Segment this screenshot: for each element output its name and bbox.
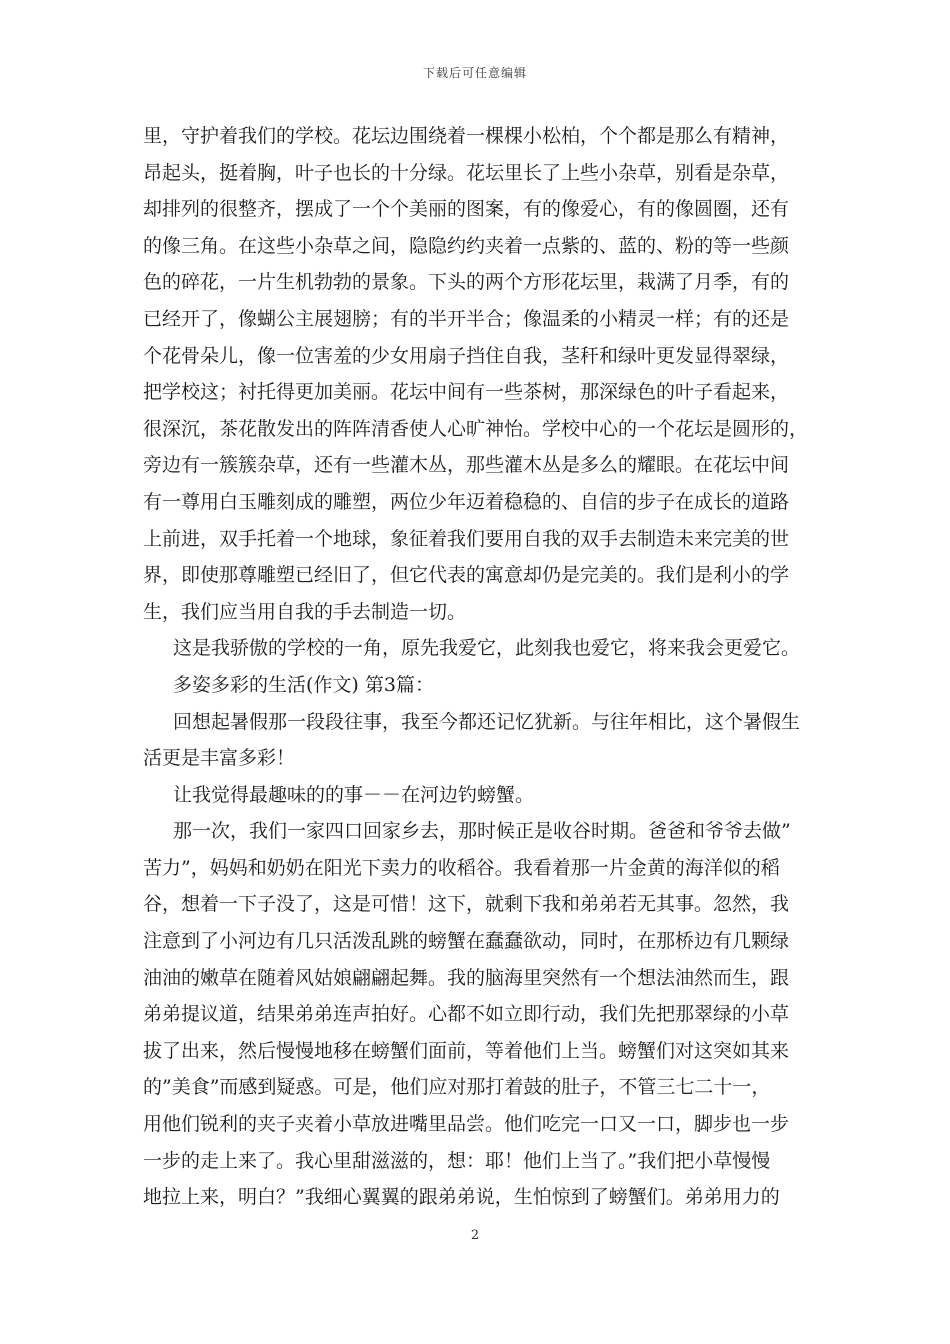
page-number: 2	[470, 1228, 480, 1243]
text-line: 用他们锐利的夹子夹着小草放进嘴里品尝。他们吃完一口又一口，脚步也一步	[143, 1113, 790, 1136]
document-body	[143, 118, 807, 1216]
text-line: 地拉上来，明白？”我细心翼翼的跟弟弟说，生怕惊到了螃蟹们。弟弟用力的	[143, 1186, 780, 1209]
text-line: 却排列的很整齐，摆成了一个个美丽的图案，有的像爱心，有的像圆圈，还有	[143, 198, 790, 221]
text-line: 这是我骄傲的学校的一角，原先我爱它，此刻我也爱它，将来我会更爱它。	[173, 637, 801, 660]
text-line: 界，即使那尊雕塑已经旧了，但它代表的寓意却仍是完美的。我们是利小的学	[143, 564, 790, 587]
text-line: 昂起头，挺着胸，叶子也长的十分绿。花坛里长了上些小杂草，别看是杂草，	[143, 161, 790, 184]
text-line: 多姿多彩的生活(作文) 第3篇：	[173, 673, 434, 696]
text-line: 生，我们应当用自我的手去制造一切。	[143, 600, 467, 623]
text-line: 一步的走上来了。我心里甜滋滋的，想：耶！他们上当了。”我们把小草慢慢	[143, 1149, 771, 1172]
text-line: 个花骨朵儿，像一位害羞的少女用扇子挡住自我，茎秆和绿叶更发显得翠绿，	[143, 344, 790, 367]
text-line: 谷，想着一下子没了，这是可惜！这下，就剩下我和弟弟若无其事。忽然，我	[143, 893, 790, 916]
page-header-note: 下载后可任意编辑	[422, 66, 527, 80]
text-line: 苦力”，妈妈和奶奶在阳光下卖力的收稻谷。我看着那一片金黄的海洋似的稻	[143, 856, 780, 879]
text-line: 有一尊用白玉雕刻成的雕塑，两位少年迈着稳稳的、自信的步子在成长的道路	[143, 490, 790, 513]
text-line: 把学校这；衬托得更加美丽。花坛中间有一些茶树，那深绿色的叶子看起来，	[143, 381, 790, 404]
text-line: 回想起暑假那一段段往事，我至今都还记忆犹新。与往年相比，这个暑假生	[173, 710, 801, 733]
text-line: 的像三角。在这些小杂草之间，隐隐约约夹着一点紫的、蓝的、粉的等一些颜	[143, 234, 790, 257]
text-line: 色的碎花，一片生机勃勃的景象。下头的两个方形花坛里，栽满了月季，有的	[143, 271, 790, 294]
text-line: 注意到了小河边有几只活泼乱跳的螃蟹在蠢蠢欲动，同时，在那桥边有几颗绿	[143, 930, 790, 953]
text-line: 里，守护着我们的学校。花坛边围绕着一棵棵小松柏，个个都是那么有精神，	[143, 125, 790, 147]
text-line: 已经开了，像蝴公主展翅膀；有的半开半合；像温柔的小精灵一样；有的还是	[143, 307, 790, 330]
text-line: 让我觉得最趣味的的事－－在河边钓螃蟹。	[173, 783, 535, 806]
text-line: 那一次，我们一家四口回家乡去，那时候正是收谷时期。爸爸和爷爷去做”	[173, 820, 791, 843]
text-line: 活更是丰富多彩！	[143, 747, 296, 770]
text-line: 很深沉，茶花散发出的阵阵清香使人心旷神怡。学校中心的一个花坛是圆形的，	[143, 417, 809, 440]
text-line: 的”美食”而感到疑惑。可是，他们应对那打着鼓的肚子，不管三七二十一，	[143, 1076, 771, 1099]
text-line: 油油的嫩草在随着风姑娘翩翩起舞。我的脑海里突然有一个想法油然而生，跟	[143, 966, 790, 989]
text-line: 上前进，双手托着一个地球，象征着我们要用自我的双手去制造未来完美的世	[143, 527, 790, 550]
text-line: 拔了出来，然后慢慢地移在螃蟹们面前，等着他们上当。螃蟹们对这突如其来	[143, 1039, 790, 1062]
text-line: 旁边有一簇簇杂草，还有一些灌木丛，那些灌木丛是多么的耀眼。在花坛中间	[143, 454, 790, 477]
text-line: 弟弟提议道，结果弟弟连声拍好。心都不如立即行动，我们先把那翠绿的小草	[143, 1003, 790, 1026]
